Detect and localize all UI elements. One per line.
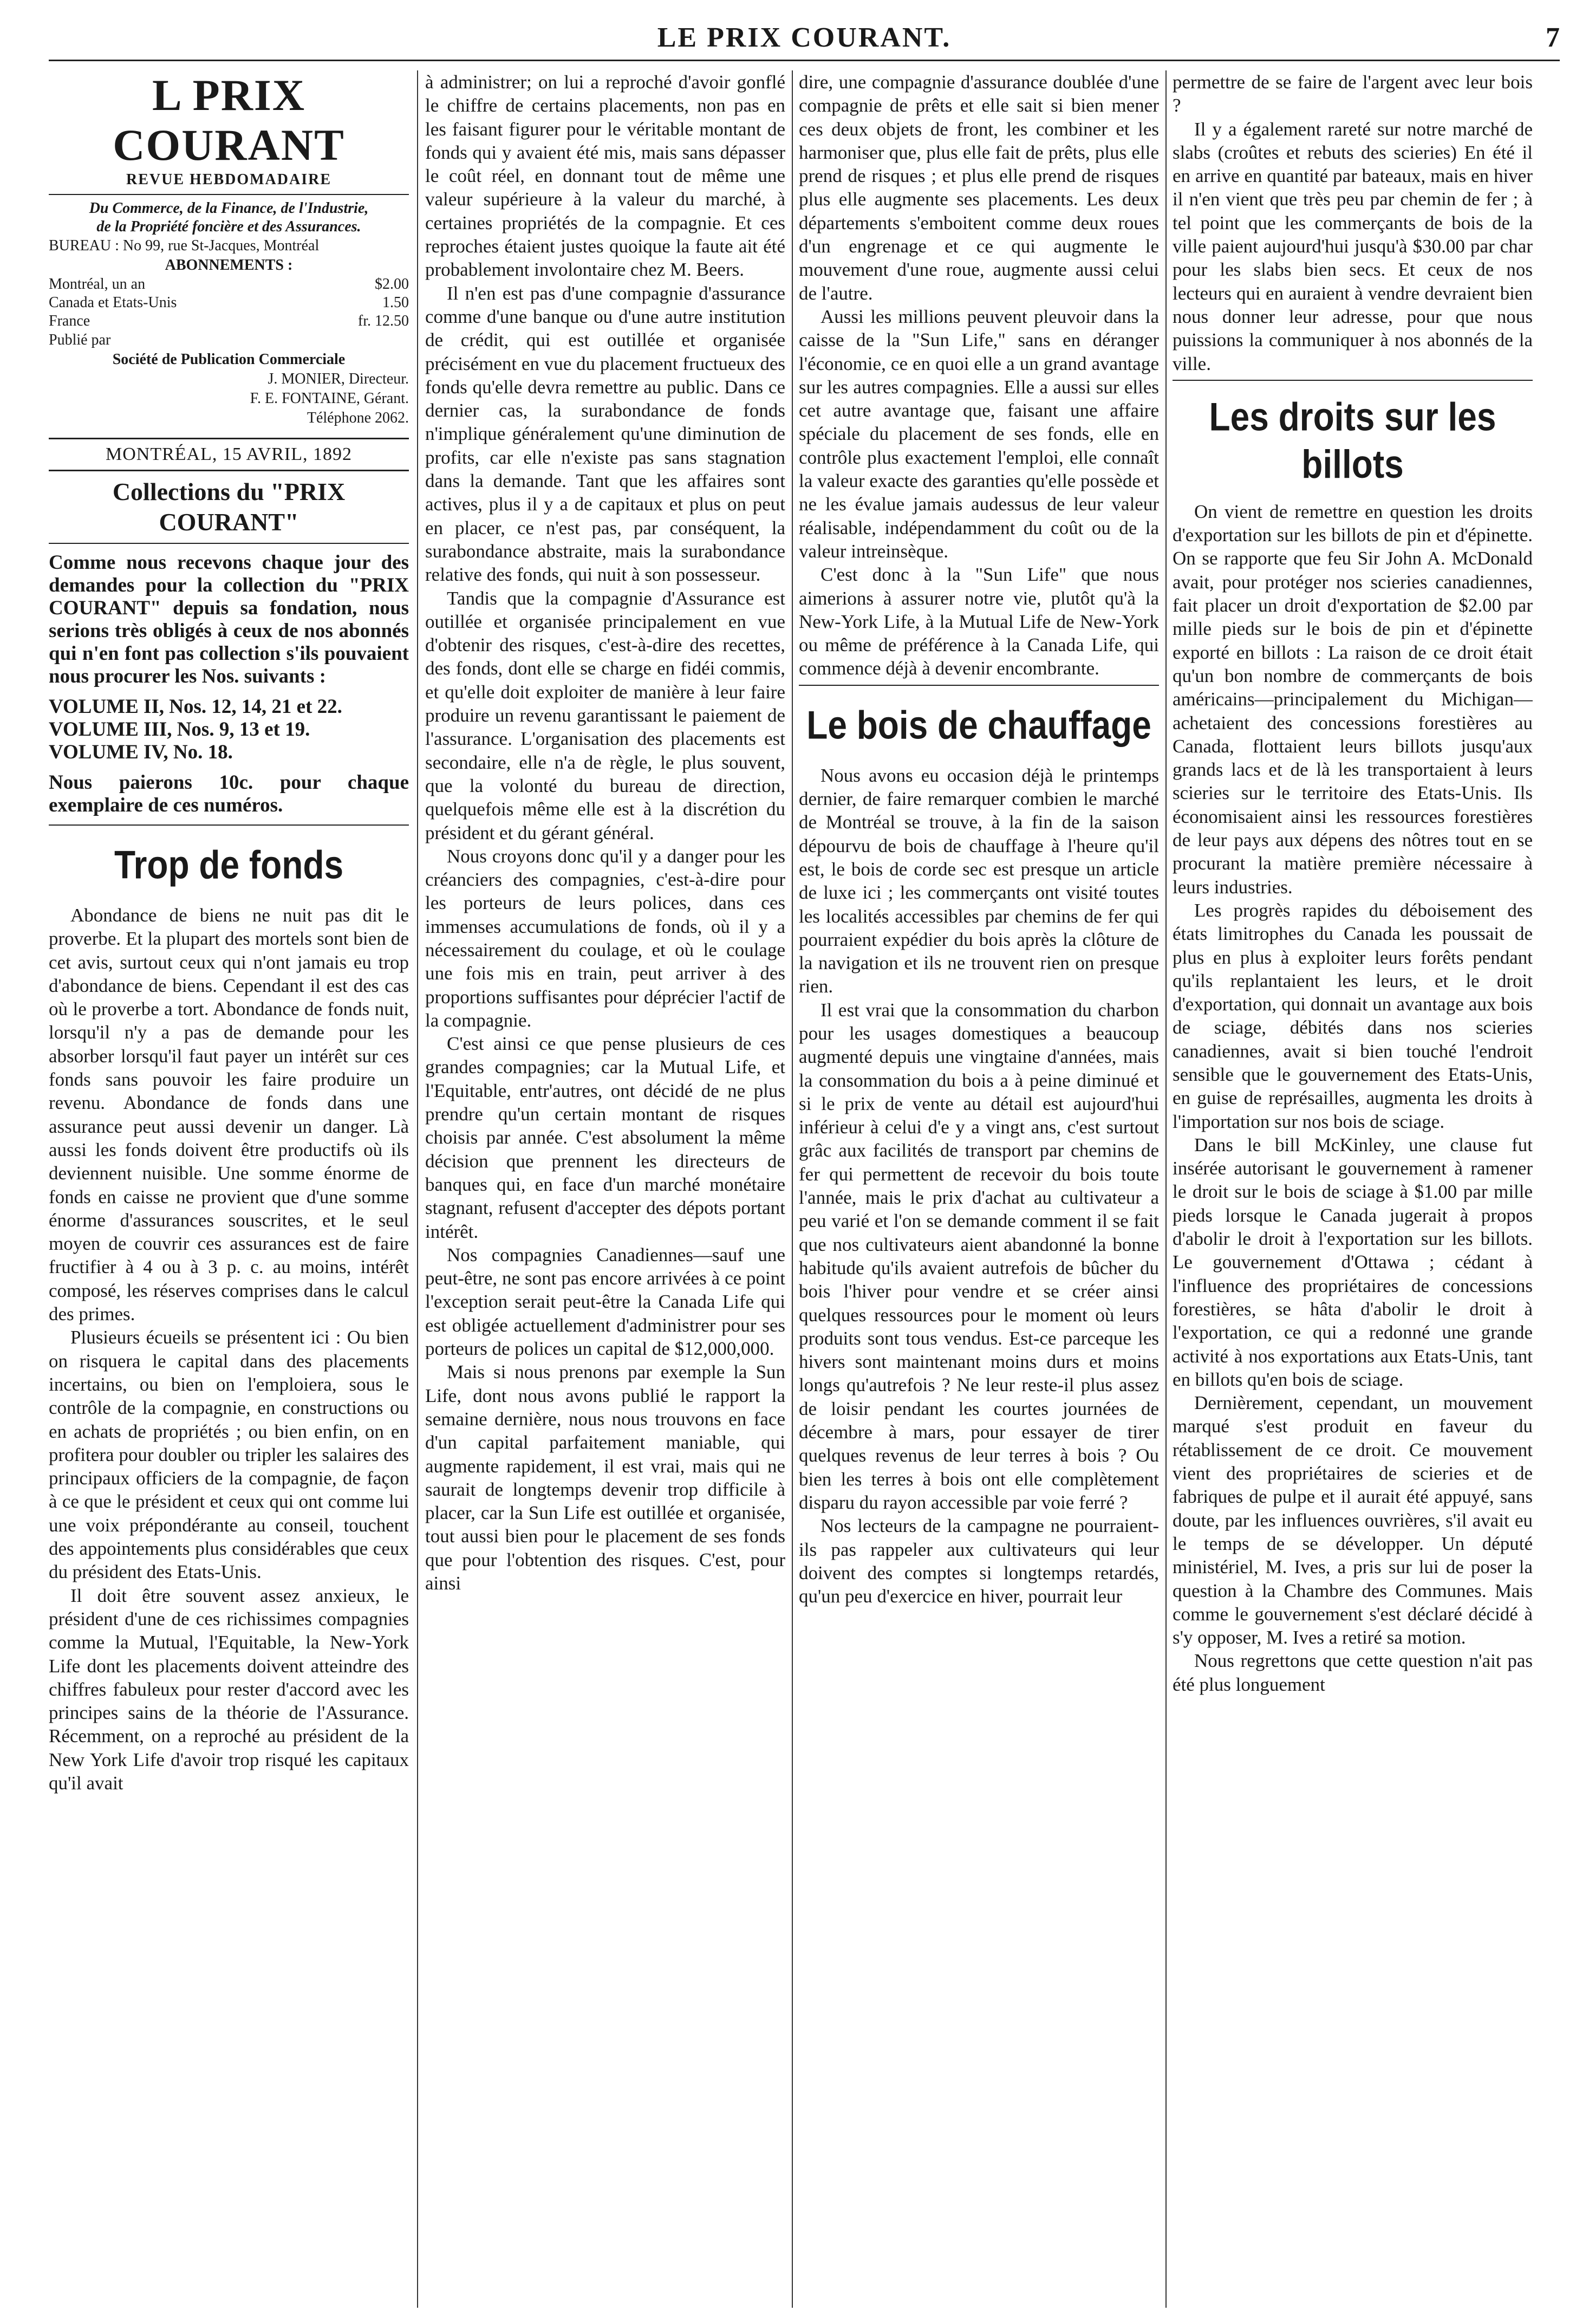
rate-place: Montréal, un an <box>49 276 146 293</box>
article-paragraph: On vient de remettre en question les droits d'exportation sur les billots de pin et d'épinette. On se rapporte que feu Sir John A. McDonald avait, pour protéger nos scieries canadiennes, fait placer un droit d'exportation de $2.00 par mille pieds sur le bois de pin et d'épinette exporté en billots : La raison de ce droit était qu'un bon nombre de commerçants de bois américains—principalement du Michigan—achetaient des concessions forestières au Canada, flottaient leurs billots jusqu'aux grands lacs et de là les transportaient à leurs scieries sur le territoire des Etats-Unis. Ils économisaient ainsi les ressources forestières de leur pays aux dépens des nôtres tout en se procurant la matière première nécessaire à leurs industries. <box>1173 501 1533 898</box>
column-4 <box>1173 70 1533 2308</box>
article-separator <box>799 685 1159 686</box>
rate-place: France <box>49 313 90 329</box>
article-paragraph: dire, une compagnie d'assurance doublée d'une compagnie de prêts et elle sait si bien mener ces deux objets de front, les combiner et les harmoniser que, plus elle fait de prêts, plus elle prend de risques ; et plus elle prend de risques plus elle augmente ses placements. Les deux départements s'emboitent comme deux roues d'un engrenage et ce qui augmente le mouvement d'une roue, augmente aussi celui de l'autre. <box>799 72 1159 304</box>
article-paragraph: Dernièrement, cependant, un mouvement marqué s'est produit en faveur du rétablissement de ce droit. Ce mouvement vient des propriétaires de scieries et de fabriques de pulpe et il aurait été appuyé, sans doute, par les influences ouvrières, s'il avait eu le temps de se développer. Un député ministériel, M. Ives, a pris sur lui de poser la question à la Chambre des Communes. Mais comme le gouvernement s'est déclaré décidé à s'y opposer, M. Ives a retiré sa motion. <box>1173 1392 1533 1648</box>
article-title: Trop de fonds <box>114 842 344 887</box>
masthead-subtitle: REVUE HEBDOMADAIRE <box>126 171 332 188</box>
rate-place: Canada et Etats-Unis <box>49 294 177 311</box>
running-header <box>49 22 1560 60</box>
rate-row <box>49 312 409 330</box>
masthead-description: de la Propriété foncière et des Assurances. <box>96 218 361 235</box>
article-paragraph: Plusieurs écueils se présentent ici : Ou bien on risquera le capital dans des placements incertains, ou bien on l'emploiera, sous le contrôle de la compagnie, en constructions ou en achats de propriétés ; ou bien enfin, on en profitera pour doubler ou tripler les salaires des principaux officiers de la compagnie, de façon à ce que le président et ceux qui ont comme lui une voix prépondérante au conseil, touchent des appointements plus considérables que ceux du président des Etats-Unis. <box>49 1327 409 1583</box>
article-paragraph: Il est vrai que la consommation du charbon pour les usages domestiques a beaucoup augmenté depuis une vingtaine d'années, mais la consommation du bois a à peine diminué et si le prix de vente au détail est aujourd'hui inférieur à celui d'e y a vingt ans, c'est surtout grâc aux facilités de transport par chemins de fer qui permettent de recevoir du bois toute l'année, mais le prix d'achat au cultivateur a peu varié et l'on se demande comment il se fait que nos cultivateurs aient abandonné la bonne habitude qu'ils avaient autrefois de bûcher du bois l'hiver pour vendre et se créer ainsi quelques ressources pour le moment où leurs produits sont tous vendus. Est-ce parceque les hivers sont maintenant moins durs et moins longs qu'autrefois ? Ne leur reste-il plus assez de loisir pendant les courtes journées de décembre à mars, pour essayer de tirer quelques revenus de leur terres à bois ? Ou bien les terres à bois ont elle complètement disparu du rayon accessible par voie ferré ? <box>799 999 1159 1513</box>
article-paragraph: Il doit être souvent assez anxieux, le président d'une de ces richissimes compagnies comme la Mutual, l'Equitable, la New-York Life dont les placements doivent atteindre des chiffres fabuleux pour rester d'accord avec les principes sains de la théorie de l'Assurance. Récemment, on a reproché au président de la New York Life d'avoir trop risqué les capitaux qu'il avait <box>49 1585 409 1794</box>
rate-price: $2.00 <box>375 276 409 293</box>
telephone-number: Téléphone 2062. <box>307 410 409 426</box>
rate-price: 1.50 <box>382 294 409 311</box>
collections-banner: Collections du "PRIX COURANT" <box>49 477 409 544</box>
page-number: 7 <box>1546 22 1560 53</box>
article-paragraph: Aussi les millions peuvent pleuvoir dans la caisse de la "Sun Life," sans en déranger l'économie, ce en quoi elle a un grand avantage sur les autres compagnies. Elle a aussi sur elles cet autre avantage que, faisant une affaire spéciale du placement de ses fonds, elle en contrôle plus exactement l'emploi, elle connaît la valeur exacte des garanties qu'elle possède et ne les évalue jamais audessus de leur valeur réalisable, indépendamment du coût ou de la valeur intreinsèque. <box>799 306 1159 562</box>
issue-dateline: MONTRÉAL, 15 AVRIL, 1892 <box>49 438 409 471</box>
subscription-rates <box>49 275 409 330</box>
subscriptions-label: ABONNEMENTS : <box>165 257 293 274</box>
column-rule <box>792 70 793 2308</box>
article-paragraph: Il y a également rareté sur notre marché de slabs (croûtes et rebuts des scieries) En été il en arrive en quantité par bateaux, mais en hiver il n'en vient que très peu par chemin de fer ; à tel point que les commerçants de bois de la ville paient aujourd'hui jusqu'à $30.00 par char pour les slabs bien secs. Et ceux de nos lecteurs qui en auraient à vendre devraient bien nous donner leur adresse, pour que nous puissions la communiquer à nos abonnés de la ville. <box>1173 118 1533 374</box>
article-paragraph: Il n'en est pas d'une compagnie d'assurance comme d'une banque ou d'une autre institution de crédit, qui est outillée et organisée précisément en vue du placement fructueux des fonds qu'elle devra remettre au public. Dans ce dernier cas, la surabondance de fonds n'implique généralement qu'une diminution de profits, car elle n'existe pas sans stagnation dans la demande. Tant que les affaires sont actives, plus il y a de capitaux et plus on peut en placer, ce n'est pas, par conséquent, la surabondance abstraite, mais la surabondance relative des fonds, qui nuit à son possesseur. <box>425 282 785 586</box>
article-paragraph: permettre de se faire de l'argent avec leur bois ? <box>1173 72 1533 116</box>
article-paragraph: Nous regrettons que cette question n'ait pas été plus longuement <box>1173 1650 1533 1695</box>
masthead <box>49 70 409 471</box>
column-rule <box>417 70 418 2308</box>
column-1 <box>49 70 409 2308</box>
article-paragraph: Nos lecteurs de la campagne ne pourraient-ils pas rappeler aux cultivateurs qui leur doivent des comptes si longtemps retardés, qu'un peu d'exercice en hiver, pourrait leur <box>799 1515 1159 1607</box>
article-paragraph: C'est donc à la "Sun Life" que nous aimerions à assurer notre vie, plutôt qu'à la New-York Life, à la Mutual Life de New-York ou même de préférence à la Canada Life, qui commence déjà à devenir encombrante. <box>799 564 1159 679</box>
collections-volume: VOLUME II, Nos. 12, 14, 21 et 22. <box>49 696 342 718</box>
masthead-description: Du Commerce, de la Finance, de l'Industrie, <box>89 200 369 217</box>
collections-volume: VOLUME III, Nos. 9, 13 et 19. <box>49 718 310 741</box>
published-by: Publié par <box>49 332 111 348</box>
article-paragraph: Mais si nous prenons par exemple la Sun Life, dont nous avons publié le rapport la semaine dernière, nous nous trouvons en face d'un capital parfaitement maniable, qui augmente rapidement, il est vrai, mais qui ne saurait de longtemps devenir trop difficile à placer, car la Sun Life est outillée et organisée, tout aussi bien pour le placement de ses fonds que pour l'obtention des risques. C'est, pour ainsi <box>425 1361 785 1594</box>
masthead-title: L PRIX COURANT <box>113 70 345 170</box>
header-rule <box>49 60 1560 61</box>
article-title: Le bois de chauffage <box>806 702 1151 748</box>
running-title: LE PRIX COURANT. <box>657 22 952 53</box>
column-2 <box>425 70 785 2308</box>
article-paragraph: Nos compagnies Canadiennes—sauf une peut-être, ne sont pas encore arrivées à ce point l'exception serait peut-être la Canada Life qui est obligée actuellement d'administrer pour ses porteurs de polices un capital de $12,000,000. <box>425 1244 785 1360</box>
director-name: J. MONIER, Directeur. <box>268 371 409 387</box>
article-paragraph: Les progrès rapides du déboisement des états limitrophes du Canada les poussait de plus en plus à exploiter leurs forêts pendant qu'ils replantaient les leurs, et le droit d'exportation, qui donnait un avantage aux bois de sciage, débités dans nos scieries canadiennes, avait si bien touché l'endroit sensible que le gouvernement des Etats-Unis, en guise de représailles, augmenta les droits à l'importation sur nos bois de sciage. <box>1173 899 1533 1132</box>
article-paragraph: Tandis que la compagnie d'Assurance est outillée et organisée principalement en vue d'obtenir des risques, c'est-à-dire des recettes, des fonds, dont elle se charge en fidéi commis, et qu'elle doit exploiter de manière à leur faire produire un revenu garantissant le paiement de l'assurance. L'organisation des placements est secondaire, elle n'a de règle, le plus souvent, que la volonté du bureau de direction, quelquefois même elle est à la discrétion du président et du gérant général. <box>425 587 785 843</box>
article-paragraph: Dans le bill McKinley, une clause fut insérée autorisant le gouvernement à ramener le droit sur le bois de sciage à $1.00 par mille pieds lorsque le Canada jugerait à propos d'abolir le droit à l'exportation sur les billots. Le gouvernement d'Ottawa ; cédant à l'influence des propriétaires de concessions forestières, se hâta d'abolir le droit à l'exportation, ce qui a redonné une grande activité à nos exportations aux Etats-Unis, tant en billots qu'en bois de sciage. <box>1173 1134 1533 1390</box>
article-paragraph: Abondance de biens ne nuit pas dit le proverbe. Et la plupart des mortels sont bien de cet avis, surtout ceux qui n'ont jamais eu trop d'abondance de biens. Cependant il est des cas où le proverbe a tort. Abondance de fonds nuit, lorsqu'il n'y a pas de demande pour les absorber lorsqu'il faut payer un intérêt sur ces fonds sans pouvoir les faire produire un revenu. Abondance de fonds dans une assurance peut aussi devenir un danger. Là aussi les fonds doivent être productifs où ils deviennent nuisible. Une somme énorme de fonds en caisse ne provient que d'une somme énorme d'assurances souscrites, et le seul moyen de couvrir ces assurances est de faire fructifier à 4 ou à 3 p. c. au moins, intérêt composé, les réserves comprises dans le calcul des primes. <box>49 905 409 1325</box>
bureau-address: BUREAU : No 99, rue St-Jacques, Montréal <box>49 237 320 254</box>
masthead-rule <box>49 194 409 195</box>
manager-name: F. E. FONTAINE, Gérant. <box>250 390 409 407</box>
collections-notice <box>49 477 409 826</box>
article-paragraph: Nous croyons donc qu'il y a danger pour les créanciers des compagnies, c'est-à-dire pour les porteurs de leurs polices, dans ces immenses accumulations de fonds, où il y a nécessairement du coulage, et où le coulage une fois mis en train, peut arriver à des proportions suffisantes pour déprécier l'actif de la compagnie. <box>425 845 785 1031</box>
column-3 <box>799 70 1159 2308</box>
rate-price: fr. 12.50 <box>357 313 409 329</box>
article-paragraph: C'est ainsi ce que pense plusieurs de ces grandes compagnies; car la Mutual Life, et l'Equitable, entr'autres, ont décidé de ne plus prendre qu'un certain montant de risques choisis par année. C'est absolument la même décision que prennent les directeurs de banques qui, en face d'un marché monétaire stagnant, refusent d'accepter des dépots portant intérêt. <box>425 1033 785 1242</box>
collections-body: Comme nous recevons chaque jour des demandes pour la collection du "PRIX COURANT" depuis sa fondation, nous serions très obligés à ceux de nos abonnés qui n'en font pas collection s'ils pouvaient nous procurer les Nos. suivants : <box>49 551 409 687</box>
publisher-name: Société de Publication Commerciale <box>112 351 346 368</box>
rate-row <box>49 275 409 294</box>
article-paragraph: à administrer; on lui a reproché d'avoir gonflé le chiffre de certains placements, non pas en les faisant figurer pour le véritable montant de fonds qui y avaient été mis, mais sans dépasser le coût réel, en donnant tout de même une valeur supérieure à la valeur du marché, à certaines propriétés de la compagnie. Et ces reproches étaient justes quoique la faute ait été probablement involontaire chez M. Beers. <box>425 72 785 281</box>
article-title: Les droits sur les billots <box>1209 394 1496 486</box>
article-paragraph: Nous avons eu occasion déjà le printemps dernier, de faire remarquer combien le marché de Montréal se trouve, à la fin de la saison dépourvu de bois de chauffage à l'heure qu'il est, le bois de corde sec est presque un article de luxe ici ; les commerçants ont visité toutes les localités accessibles par chemins de fer qui pourraient expédier du bois après la clôture de la navigation et ils ne trouvent rien on presque rien. <box>799 764 1159 997</box>
column-rule <box>1165 70 1167 2308</box>
rate-row <box>49 294 409 312</box>
article-separator <box>1173 380 1533 381</box>
collections-volume: VOLUME IV, No. 18. <box>49 741 233 763</box>
collections-payment: Nous paierons 10c. pour chaque exemplaire de ces numéros. <box>49 771 409 816</box>
